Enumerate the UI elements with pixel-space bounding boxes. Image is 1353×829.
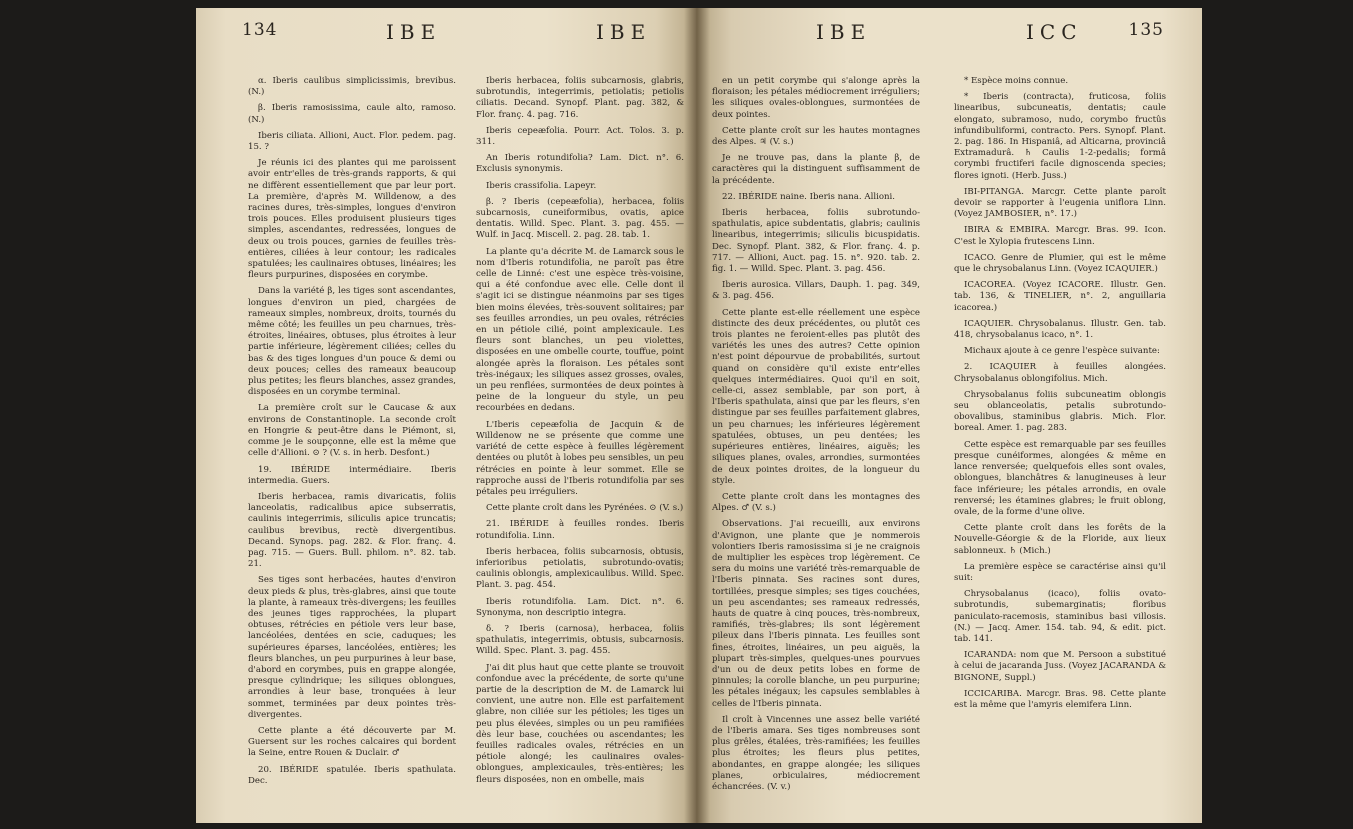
paragraph: Iberis herbacea, foliis subrotundo-spathulatis, apice subdentatis, glabris; caulinis linearibus, integerrimis; siliculis bicuspidatis. Dec. Synopf. Plant. 382, & Flor. franç. 4. p. 717. — Allioni, Auct. pag. 15. n°. 920. tab. 2. fig. 1. — Willd. Spec. Plant. 3. pag. 456. [712, 208, 920, 275]
paragraph: Cette plante a été découverte par M. Guersent sur les roches calcaires qui bordent la Seine, entre Rouen & Duclair. ♂ [248, 725, 456, 759]
paragraph: La première espèce se caractérise ainsi qu'il suit: [954, 561, 1166, 583]
paragraph: Cette plante croît sur les hautes montagnes des Alpes. ♃ (V. s.) [712, 125, 920, 148]
paragraph: Iberis crassifolia. Lapeyr. [486, 180, 597, 191]
paragraph: Cette plante est-elle réellement une espèce distincte des deux précédentes, ou plutôt ces trois plantes ne feroient-elles pas plutôt des variétés les unes des autres? Cette opinion n'est point dépourvue de probabilités, surtout quand on considère qu'il existe entr'elles quelques intermédiaires. Quoi qu'il en soit, celle-ci, assez semblable, par son port, à l'Iberis spathulata, ainsi que par les fleurs, s'en distingue par ses feuilles parfaitement glabres, un peu charnues; les inférieures légèrement spatulées, obtuses, un peu dentées; les supérieures entières, linéaires, aiguës; les siliques planes, ovales, arrondies, surmontées de deux pointes droites, de la longueur du style. [712, 307, 920, 486]
paragraph: Cette plante croît dans les montagnes des Alpes. ♂ (V. s.) [712, 491, 920, 514]
left-column-1 [248, 76, 456, 792]
paragraph: Michaux ajoute à ce genre l'espèce suivante: [964, 346, 1160, 357]
paragraph: * Espèce moins connue. [964, 76, 1069, 86]
paragraph: Chrysobalanus (icaco), foliis ovato-subrotundis, subemarginatis; floribus paniculato-racemosis, staminibus basi villosis. (N.) — Jacq. Amer. 154. tab. 94, & edit. pict. tab. 141. [954, 589, 1166, 644]
left-running-head-b: IBE [596, 20, 652, 44]
book-spread [196, 8, 1202, 823]
paragraph: Je réunis ici des plantes qui me paroissent avoir entr'elles de très-grands rapports, & qui ne diffèrent essentiellement que par leur port. La première, d'après M. Willdenow, a des racines dures, très-simples, longues d'environ trois pouces. Elles produisent plusieurs tiges simples, ascendantes, redressées, longues de deux ou trois pouces, garnies de feuilles très-entières, ciliées à leur contour; les radicales spatulées; les caulinaires obtuses, linéaires; les fleurs purpurines, disposées en corymbe. [248, 158, 456, 281]
paragraph: IBIRA & EMBIRA. Marcgr. Bras. 99. Icon. C'est le Xylopia frutescens Linn. [954, 225, 1166, 247]
paragraph: ICAQUIER. Chrysobalanus. Illustr. Gen. tab. 418, chrysobalanus icaco, n°. 1. [954, 318, 1166, 341]
left-column-2 [476, 76, 684, 791]
paragraph: 19. IBÉRIDE intermédiaire. Iberis intermedia. Guers. [248, 464, 456, 486]
right-running-head-a: IBE [816, 20, 872, 44]
book-gutter [684, 8, 710, 823]
paragraph: β. Iberis ramosissima, caule alto, ramoso. (N.) [248, 103, 456, 125]
paragraph: en un petit corymbe qui s'alonge après la floraison; les pétales médiocrement irréguliers; les siliques ovales-oblongues, surmontées de deux pointes. [712, 76, 920, 120]
paragraph: ICARANDA: nom que M. Persoon a substitué à celui de jacaranda Juss. (Voyez JACARANDA & BIGNONE, Suppl.) [954, 650, 1166, 683]
paragraph: J'ai dit plus haut que cette plante se trouvoit confondue avec la précédente, de sorte qu'une partie de la description de M. de Lamarck lui convient, une autre non. Elle est parfaitement glabre, non ciliée sur les pétioles; les tiges un peu plus élevées, simples ou un peu ramifiées dès leur base, couchées ou ascendantes; les feuilles radicales ovales, rétrécies en un pétiole alongé; les caulinaires ovales-oblongues, amplexicaules, très-entières; les fleurs disposées, non en ombelle, mais [476, 662, 684, 785]
paragraph: Il croît à Vincennes une assez belle variété de l'Iberis amara. Ses tiges nombreuses sont plus grêles, étalées, très-ramifiées; les feuilles plus étroites; les fleurs plus petites, abondantes, en grappe alongée; les siliques planes, orbiculaires, médiocrement échancrées. (V. v.) [712, 714, 920, 792]
left-page-number: 134 [242, 20, 278, 40]
paragraph: Cette espèce est remarquable par ses feuilles presque cunéiformes, alongées & même en lance renversée; quelquefois elles sont ovales, oblongues, blanchâtres & lanugineuses à leur face inférieure; les pétales arrondis, en ovale renversé; les étamines glabres; le fruit oblong, ovale, de la forme d'une olive. [954, 439, 1166, 517]
right-page-number: 135 [1128, 20, 1164, 40]
paragraph: Iberis ciliata. Allioni, Auct. Flor. pedem. pag. 15. ? [248, 130, 456, 153]
right-column-2 [954, 76, 1166, 716]
right-running-head [696, 20, 1202, 48]
paragraph: ICACO. Genre de Plumier, qui est le même que le chrysobalanus Linn. (Voyez ICAQUIER.) [954, 252, 1166, 275]
paragraph: La première croît sur le Caucase & aux environs de Constantinople. La seconde croît en Hongrie & peut-être dans le Piémont, si, comme je le soupçonne, elle est la même que celle d'Allioni. ⊙ ? (V. s. in herb. Desfont.) [248, 403, 456, 459]
paragraph: Cette plante croît dans les Pyrénées. ⊙ (V. s.) [486, 503, 684, 514]
paragraph: An Iberis rotundifolia? Lam. Dict. n°. 6. Exclusis synonymis. [476, 153, 684, 175]
left-running-head [196, 20, 696, 48]
paragraph: Iberis cepeæfolia. Pourr. Act. Tolos. 3. p. 311. [476, 125, 684, 148]
paragraph: La plante qu'a décrite M. de Lamarck sous le nom d'Iberis rotundifolia, ne paroît pas être celle de Linné: c'est une espèce très-voisine, qui a été confondue avec elle. Celle dont il s'agit ici se distingue néanmoins par ses tiges bien moins élevées, très-souvent solitaires; par ses feuilles arrondies, un peu ovales, rétrécies en un pétiole cilié, point amplexicaule. Les fleurs sont blanches, un peu violettes, disposées en une ombelle courte, touffue, point alongée après la floraison. Les pétales sont très-inégaux; les siliques assez grosses, ovales, un peu renflées, surmontées de deux pointes à peine de la longueur du style, un peu recourbées en dedans. [476, 246, 684, 414]
paragraph: Ses tiges sont herbacées, hautes d'environ deux pieds & plus, très-glabres, ainsi que toute la plante, à rameaux très-divergens; les feuilles des jeunes tiges rapprochées, la plupart obtuses, rétrécies en pétiole vers leur base, lancéolées, dentées en scie, caduques; les supérieures éparses, lancéolées, entières; les fleurs blanches, un peu purpurines à leur base, d'abord en corymbes, puis en grappe alongée, presque cylindrique; les siliques oblongues, arrondies à leur base, tronquées à leur sommet, terminées par deux pointes très-divergentes. [248, 575, 456, 720]
paragraph: IBI-PITANGA. Marcgr. Cette plante paroît devoir se rapporter à l'eugenia uniflora Linn. (Voyez JAMBOSIER, n°. 17.) [954, 186, 1166, 220]
paragraph: 22. IBÉRIDE naine. Iberis nana. Allioni. [722, 191, 896, 202]
paragraph: ICACOREA. (Voyez ICACORE. Illustr. Gen. tab. 136, & TINELIER, n°. 2, anguillaria icacorea.) [954, 280, 1166, 313]
paragraph: ICCICARIBA. Marcgr. Bras. 98. Cette plante est la même que l'amyris elemifera Linn. [954, 688, 1166, 710]
paragraph: Iberis aurosica. Villars, Dauph. 1. pag. 349, & 3. pag. 456. [712, 280, 920, 302]
paragraph: L'Iberis cepeæfolia de Jacquin & de Willdenow ne se présente que comme une variété de cette espèce à feuilles légèrement dentées ou plutôt à lobes peu sensibles, un peu rétrécies en pointe à leur sommet. Elle se rapproche aussi de l'Iberis rotundifolia par ses pétales peu irréguliers. [476, 419, 684, 497]
paragraph: Iberis rotundifolia. Lam. Dict. n°. 6. Synonyma, non descriptio integra. [476, 596, 684, 618]
paragraph: δ. ? Iberis (carnosa), herbacea, foliis spathulatis, integerrimis, obtusis, subcarnosis. Willd. Spec. Plant. 3. pag. 455. [476, 623, 684, 657]
right-running-head-b: ICC [1026, 20, 1083, 44]
paragraph: Cette plante croît dans les forêts de la Nouvelle-Géorgie & de la Floride, aux lieux sablonneux. ♄ (Mich.) [954, 523, 1166, 556]
left-running-head-a: IBE [386, 20, 442, 44]
left-page [196, 8, 696, 823]
paragraph: Je ne trouve pas, dans la plante β, de caractères qui la distinguent suffisamment de la précédente. [712, 153, 920, 186]
paragraph: 20. IBÉRIDE spatulée. Iberis spathulata. Dec. [248, 764, 456, 786]
paragraph: Iberis herbacea, foliis subcarnosis, obtusis, inferioribus petiolatis, subrotundo-ovatis; caulinis oblongis, amplexicaulibus. Willd. Spec. Plant. 3. pag. 454. [476, 546, 684, 591]
right-column-1 [712, 76, 920, 798]
paragraph: β. ? Iberis (cepeæfolia), herbacea, foliis subcarnosis, cuneiformibus, ovatis, apice dentatis. Willd. Spec. Plant. 3. pag. 455. — Wulf. in Jacq. Miscell. 2. pag. 28. tab. 1. [476, 196, 684, 241]
paragraph: * Iberis (contracta), fruticosa, foliis linearibus, subcuneatis, dentatis; caule elongato, subramoso, nudo, corymbo fructûs infundibuliformi, contracto. Pers. Synopf. Plant. 2. pag. 186. In Hispaniâ, ad Alticarna, provinciâ Extramadurâ. ♄ Caulis 1-2-pedalis; formâ corymbi fructiferi facile dignoscenda species; flores ignoti. (Herb. Juss.) [954, 92, 1166, 181]
paragraph: Observations. J'ai recueilli, aux environs d'Avignon, une plante que je nommerois volontiers Iberis ramosissima si je ne craignois de multiplier les espèces trop légèrement. Ce sera du moins une variété très-remarquable de l'Iberis pinnata. Ses racines sont dures, tortillées, presque simples; ses tiges couchées, un peu ascendantes; ses rameaux redressés, hauts de quatre à cinq pouces, très-nombreux, ramifiés, très-glabres; ils sont légèrement pileux dans l'Iberis pinnata. Les feuilles sont fines, étroites, linéaires, un peu aiguës, la plupart très-simples, quelques-unes pourvues d'un ou de deux petits lobes en forme de pinnules; la corolle blanche, un peu purpurine; les pétales inégaux; les capsules semblables à celles de l'Iberis pinnata. [712, 519, 920, 709]
paragraph: Dans la variété β, les tiges sont ascendantes, longues d'environ un pied, chargées de rameaux simples, nombreux, droits, tournés du même côté; les feuilles un peu charnues, très-étroites, linéaires, obtuses, plus étroites à leur partie inférieure, légèrement ciliées; celles du bas & des tiges longues d'un pouce & demi ou deux pouces; celles des rameaux beaucoup plus petites; les fleurs blanches, assez grandes, disposées en un corymbe terminal. [248, 286, 456, 398]
paragraph: α. Iberis caulibus simplicissimis, brevibus. (N.) [248, 76, 456, 98]
paragraph: 21. IBÉRIDE à feuilles rondes. Iberis rotundifolia. Linn. [476, 519, 684, 541]
paragraph: Iberis herbacea, foliis subcarnosis, glabris, subrotundis, integerrimis, petiolatis; petiolis ciliatis. Decand. Synopf. Plant. pag. 382, & Flor. franç. 4. pag. 716. [476, 76, 684, 120]
right-page [696, 8, 1202, 823]
paragraph: Iberis herbacea, ramis divaricatis, foliis lanceolatis, radicalibus apice subserratis, caulinis integerrimis, siliculis apice truncatis; caulibus brevibus, rectè divergentibus. Decand. Synops. pag. 282. & Flor. franç. 4. pag. 715. — Guers. Bull. philom. n°. 82. tab. 21. [248, 491, 456, 570]
paragraph: Chrysobalanus foliis subcuneatim oblongis seu oblanceolatis, petalis subrotundo-obovalibus, staminibus glabris. Mich. Flor. boreal. Amer. 1. pag. 283. [954, 389, 1166, 434]
paragraph: 2. ICAQUIER à feuilles alongées. Chrysobalanus oblongifolius. Mich. [954, 362, 1166, 384]
